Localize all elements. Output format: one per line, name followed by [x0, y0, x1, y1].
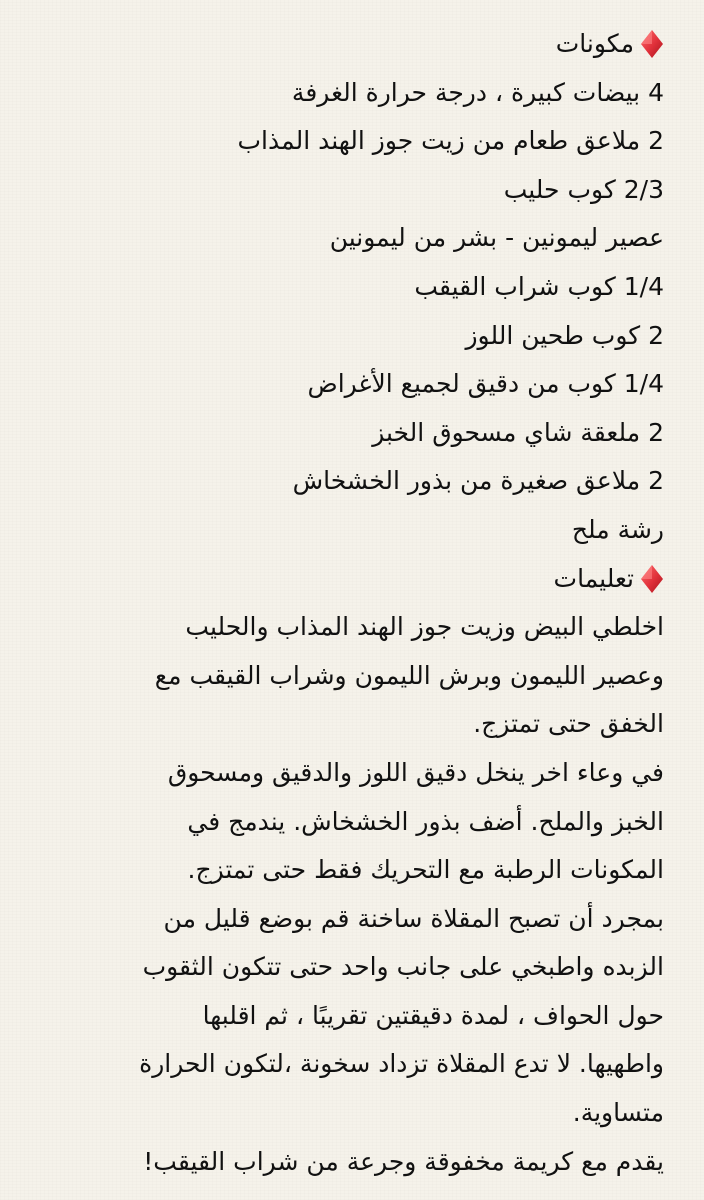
instruction-line: اخلطي البيض وزيت جوز الهند المذاب والحليب	[185, 612, 664, 642]
instruction-line: واطهيها. لا تدع المقلاة تزداد سخونة ،لتكون الحرارة	[139, 1049, 664, 1079]
red-diamond-icon	[640, 564, 664, 594]
red-diamond-icon	[640, 29, 664, 59]
ingredients-heading	[40, 20, 664, 69]
ingredients-heading-text: مكونات	[555, 29, 634, 58]
ingredient-item: 4 بيضات كبيرة ، درجة حرارة الغرفة	[291, 77, 664, 107]
instruction-line: المكونات الرطبة مع التحريك فقط حتى تمتزج.	[187, 855, 664, 885]
ingredient-item: 1/4 كوب شراب القيقب	[414, 271, 664, 301]
ingredient-item: 2/3 كوب حليب	[503, 174, 664, 204]
instruction-line: في وعاء اخر ينخل دقيق اللوز والدقيق ومسحوق	[167, 757, 664, 787]
instruction-line: متساوية.	[572, 1098, 664, 1128]
instruction-line: يقدم مع كريمة مخفوقة وجرعة من شراب القيقب!	[143, 1146, 664, 1176]
instruction-line: الخفق حتى تمتزج.	[473, 709, 664, 739]
instruction-line: حول الحواف ، لمدة دقيقتين تقريبًا ، ثم اقلبها	[202, 1000, 664, 1030]
instruction-line: الخبز والملح. أضف بذور الخشخاش. يندمج في	[187, 806, 664, 836]
ingredient-item: رشة ملح	[571, 514, 664, 544]
ingredient-item: 2 ملاعق طعام من زيت جوز الهند المذاب	[237, 126, 664, 156]
ingredient-item: 2 ملاعق صغيرة من بذور الخشخاش	[292, 466, 664, 496]
instruction-line: الزبده واطبخي على جانب واحد حتى تتكون الثقوب	[142, 952, 664, 982]
ingredient-item: عصير ليمونين - بشر من ليمونين	[329, 223, 664, 253]
ingredient-item: 1/4 كوب من دقيق لجميع الأغراض	[307, 369, 664, 399]
ingredient-item: 2 ملعقة شاي مسحوق الخبز	[372, 417, 664, 447]
instruction-line: وعصير الليمون وبرش الليمون وشراب القيقب مع	[154, 660, 664, 690]
instructions-heading-text: تعليمات	[553, 563, 634, 593]
instructions-heading	[40, 555, 664, 604]
instruction-line: بمجرد أن تصبح المقلاة ساخنة قم بوضع قليل من	[163, 903, 664, 933]
ingredient-item: 2 كوب طحين اللوز	[465, 320, 664, 350]
